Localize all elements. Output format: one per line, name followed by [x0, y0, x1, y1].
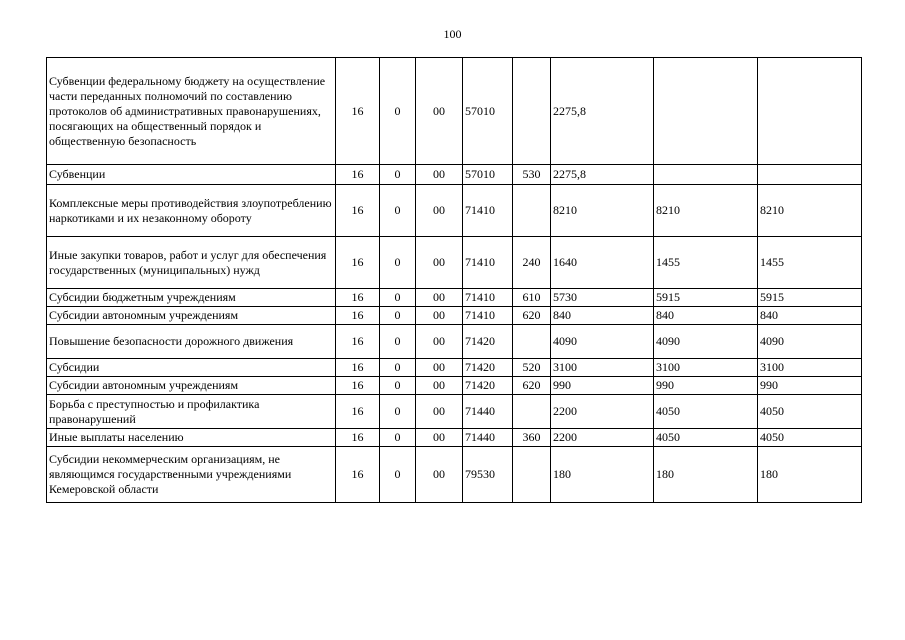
row-name-cell: Повышение безопасности дорожного движения	[47, 325, 336, 359]
section-code-cell: 0	[380, 165, 416, 185]
section-code-cell: 0	[380, 307, 416, 325]
target-article-cell: 71410	[463, 289, 513, 307]
section-code-cell: 0	[380, 429, 416, 447]
grbs-code-cell: 16	[336, 289, 380, 307]
row-name-cell: Борьба с преступностью и профилактика правонарушений	[47, 395, 336, 429]
section-code-cell: 0	[380, 447, 416, 503]
subsection-code-cell: 00	[416, 429, 463, 447]
grbs-code-cell: 16	[336, 237, 380, 289]
expense-type-cell: 530	[513, 165, 551, 185]
subsection-code-cell: 00	[416, 359, 463, 377]
row-name-cell: Субсидии автономным учреждениям	[47, 377, 336, 395]
amount-year2-cell: 4050	[654, 395, 758, 429]
page-number: 100	[443, 27, 462, 41]
expense-type-cell: 620	[513, 377, 551, 395]
table-row	[47, 237, 862, 289]
amount-year2-cell: 4090	[654, 325, 758, 359]
table-row	[47, 359, 862, 377]
row-name-cell: Субвенции	[47, 165, 336, 185]
row-name-cell: Субсидии	[47, 359, 336, 377]
subsection-code-cell: 00	[416, 165, 463, 185]
target-article-cell: 71420	[463, 359, 513, 377]
amount-year2-cell	[654, 165, 758, 185]
grbs-code-cell: 16	[336, 165, 380, 185]
target-article-cell: 79530	[463, 447, 513, 503]
amount-year2-cell: 180	[654, 447, 758, 503]
amount-year3-cell: 1455	[758, 237, 862, 289]
amount-year1-cell: 5730	[551, 289, 654, 307]
grbs-code-cell: 16	[336, 447, 380, 503]
section-code-cell: 0	[380, 289, 416, 307]
section-code-cell: 0	[380, 325, 416, 359]
row-name-cell: Комплексные меры противодействия злоупотреблению наркотиками и их незаконному обороту	[47, 185, 336, 237]
table-row	[47, 307, 862, 325]
amount-year2-cell: 3100	[654, 359, 758, 377]
amount-year3-cell	[758, 165, 862, 185]
amount-year3-cell: 4050	[758, 395, 862, 429]
table-row	[47, 58, 862, 165]
row-name-cell: Иные выплаты населению	[47, 429, 336, 447]
budget-table	[46, 57, 862, 503]
expense-type-cell	[513, 325, 551, 359]
amount-year3-cell: 4050	[758, 429, 862, 447]
row-name-cell: Субсидии бюджетным учреждениям	[47, 289, 336, 307]
row-name-cell: Иные закупки товаров, работ и услуг для обеспечения государственных (муниципальных) нужд	[47, 237, 336, 289]
table-body	[47, 58, 862, 503]
expense-type-cell	[513, 58, 551, 165]
amount-year2-cell: 4050	[654, 429, 758, 447]
amount-year1-cell: 2275,8	[551, 58, 654, 165]
table-row	[47, 395, 862, 429]
amount-year1-cell: 990	[551, 377, 654, 395]
grbs-code-cell: 16	[336, 307, 380, 325]
amount-year3-cell: 3100	[758, 359, 862, 377]
amount-year3-cell: 990	[758, 377, 862, 395]
subsection-code-cell: 00	[416, 289, 463, 307]
grbs-code-cell: 16	[336, 429, 380, 447]
subsection-code-cell: 00	[416, 325, 463, 359]
grbs-code-cell: 16	[336, 325, 380, 359]
amount-year1-cell: 2200	[551, 395, 654, 429]
amount-year2-cell	[654, 58, 758, 165]
target-article-cell: 71440	[463, 395, 513, 429]
subsection-code-cell: 00	[416, 185, 463, 237]
row-name-cell: Субсидии некоммерческим организациям, не являющимся государственными учреждениями Кемеровской области	[47, 447, 336, 503]
subsection-code-cell: 00	[416, 237, 463, 289]
amount-year3-cell: 180	[758, 447, 862, 503]
subsection-code-cell: 00	[416, 58, 463, 165]
table-row	[47, 165, 862, 185]
amount-year1-cell: 180	[551, 447, 654, 503]
amount-year3-cell: 8210	[758, 185, 862, 237]
target-article-cell: 57010	[463, 165, 513, 185]
amount-year2-cell: 1455	[654, 237, 758, 289]
amount-year1-cell: 4090	[551, 325, 654, 359]
amount-year1-cell: 2275,8	[551, 165, 654, 185]
target-article-cell: 71420	[463, 325, 513, 359]
expense-type-cell: 620	[513, 307, 551, 325]
amount-year2-cell: 990	[654, 377, 758, 395]
table-row	[47, 185, 862, 237]
grbs-code-cell: 16	[336, 185, 380, 237]
amount-year1-cell: 1640	[551, 237, 654, 289]
amount-year3-cell	[758, 58, 862, 165]
section-code-cell: 0	[380, 359, 416, 377]
table-row	[47, 429, 862, 447]
grbs-code-cell: 16	[336, 58, 380, 165]
subsection-code-cell: 00	[416, 447, 463, 503]
expense-type-cell	[513, 447, 551, 503]
grbs-code-cell: 16	[336, 395, 380, 429]
section-code-cell: 0	[380, 395, 416, 429]
amount-year2-cell: 840	[654, 307, 758, 325]
table-row	[47, 447, 862, 503]
grbs-code-cell: 16	[336, 377, 380, 395]
expense-type-cell: 520	[513, 359, 551, 377]
section-code-cell: 0	[380, 185, 416, 237]
expense-type-cell: 360	[513, 429, 551, 447]
target-article-cell: 71420	[463, 377, 513, 395]
amount-year1-cell: 8210	[551, 185, 654, 237]
target-article-cell: 57010	[463, 58, 513, 165]
table-row	[47, 377, 862, 395]
amount-year1-cell: 2200	[551, 429, 654, 447]
subsection-code-cell: 00	[416, 395, 463, 429]
row-name-cell: Субсидии автономным учреждениям	[47, 307, 336, 325]
table-row	[47, 289, 862, 307]
subsection-code-cell: 00	[416, 377, 463, 395]
section-code-cell: 0	[380, 58, 416, 165]
expense-type-cell: 610	[513, 289, 551, 307]
amount-year3-cell: 840	[758, 307, 862, 325]
amount-year2-cell: 8210	[654, 185, 758, 237]
target-article-cell: 71410	[463, 307, 513, 325]
amount-year1-cell: 840	[551, 307, 654, 325]
amount-year1-cell: 3100	[551, 359, 654, 377]
amount-year3-cell: 5915	[758, 289, 862, 307]
table-row	[47, 325, 862, 359]
grbs-code-cell: 16	[336, 359, 380, 377]
amount-year3-cell: 4090	[758, 325, 862, 359]
expense-type-cell	[513, 395, 551, 429]
amount-year2-cell: 5915	[654, 289, 758, 307]
target-article-cell: 71410	[463, 237, 513, 289]
expense-type-cell: 240	[513, 237, 551, 289]
expense-type-cell	[513, 185, 551, 237]
section-code-cell: 0	[380, 237, 416, 289]
target-article-cell: 71410	[463, 185, 513, 237]
target-article-cell: 71440	[463, 429, 513, 447]
subsection-code-cell: 00	[416, 307, 463, 325]
row-name-cell: Субвенции федеральному бюджету на осуществление части переданных полномочий по составлению протоколов об административных правонарушениях, посягающих на общественный порядок и общественную безопасность	[47, 58, 336, 165]
section-code-cell: 0	[380, 377, 416, 395]
